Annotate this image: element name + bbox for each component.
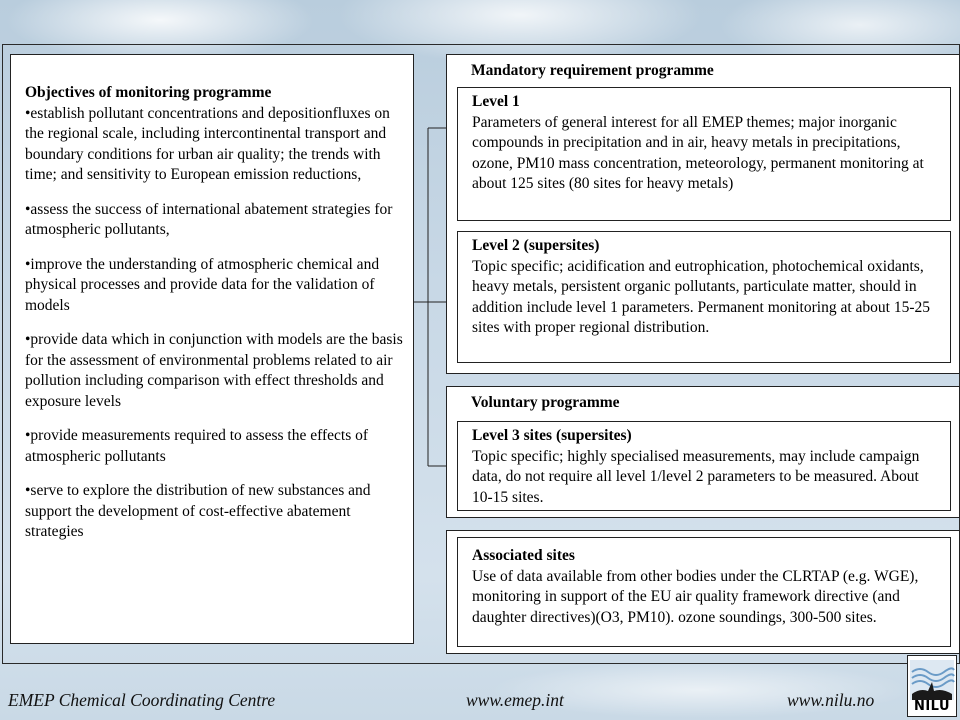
level2-body: Topic specific; acidification and eutrophication, photochemical oxidants, heavy metals, persistent organic pollutants, particulate matter, should in addition include level 1 parameters. Permanent monitoring at about 15-25 sites with proper regional distribution. — [472, 257, 930, 336]
objective-item: •provide data which in conjunction with models are the basis for the assessment of environmental problems related to air pollution including comparison with effect thresholds and exposure levels — [25, 331, 403, 410]
level3-box — [457, 421, 951, 511]
objective-item: •improve the understanding of atmospheric chemical and physical processes and provide data for the validation of models — [25, 255, 380, 314]
footer-organisation: EMEP Chemical Coordinating Centre — [8, 690, 276, 710]
associated-body: Use of data available from other bodies under the CLRTAP (e.g. WGE), monitoring in support of the EU air quality framework directive (and daughter directives)(O3, PM10). ozone soundings, 300-500 sites. — [472, 567, 919, 626]
level2-box — [457, 231, 951, 363]
level1-box — [457, 87, 951, 221]
level3-body: Topic specific; highly specialised measurements, may include campaign data, do not require all level 1/level 2 parameters to be measured. About 10-15 sites. — [472, 447, 920, 506]
footer-emep-link[interactable]: www.emep.int — [466, 690, 564, 710]
level3-heading: Level 3 sites (supersites) — [472, 427, 632, 444]
level1-body: Parameters of general interest for all EMEP themes; major inorganic compounds in precipitation and in air, heavy metals in precipitations, ozone, PM10 mass concentration, meteorology, permanent monitoring at about 125 sites (80 sites for heavy metals) — [472, 113, 924, 192]
nilu-logo-icon — [908, 658, 956, 702]
nilu-logo-text: NILU — [913, 699, 951, 714]
associated-heading: Associated sites — [472, 547, 575, 564]
voluntary-programme-box — [446, 386, 960, 518]
nilu-logo — [907, 655, 957, 717]
mandatory-title: Mandatory requirement programme — [471, 62, 714, 79]
objective-item: •establish pollutant concentrations and depositionfluxes on the regional scale, including intercontinental transport and boundary conditions for urban air quality; the trends with time; and sensitivity to European emission reductions, — [25, 104, 390, 183]
objectives-box — [10, 54, 414, 644]
associated-inner-box — [457, 537, 951, 647]
footer-nilu-link[interactable]: www.nilu.no — [787, 690, 875, 710]
objective-item: •provide measurements required to assess the effects of atmospheric pollutants — [25, 427, 369, 465]
associated-sites-box — [446, 530, 960, 654]
objective-item: •assess the success of international abatement strategies for atmospheric pollutants, — [25, 200, 393, 238]
level2-heading: Level 2 (supersites) — [472, 237, 600, 254]
voluntary-title: Voluntary programme — [471, 394, 620, 411]
mandatory-programme-box — [446, 54, 960, 374]
level1-heading: Level 1 — [472, 93, 520, 110]
objective-item: •serve to explore the distribution of new substances and support the development of cost-effective abatement strategies — [25, 482, 371, 540]
objectives-title: Objectives of monitoring programme — [25, 84, 272, 101]
